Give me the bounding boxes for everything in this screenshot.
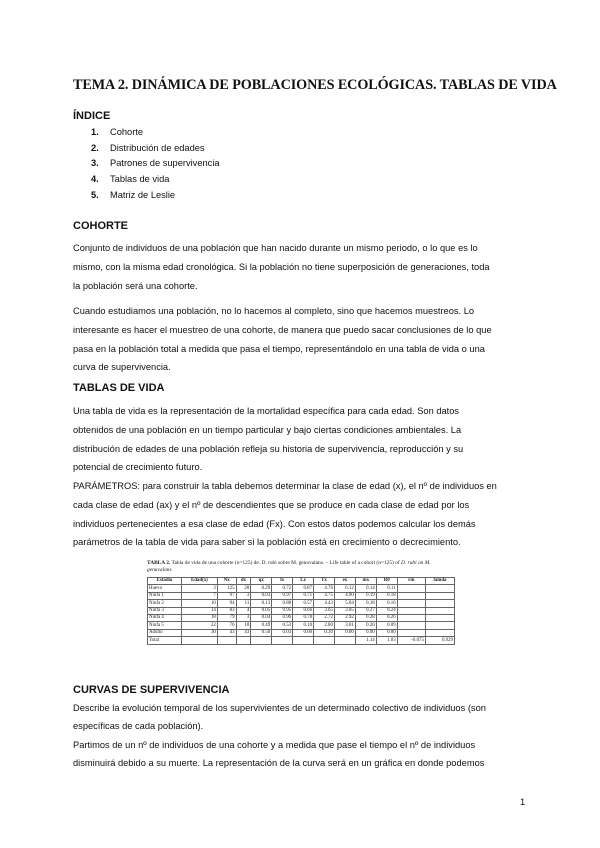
table-cell: 0.00 bbox=[293, 629, 314, 636]
toc-item: 3. Patrones de supervivencia bbox=[91, 158, 220, 169]
toc-item: 1. Cohorte bbox=[91, 127, 144, 137]
table-cell: Ninfa 2 bbox=[148, 600, 182, 607]
table-cell: 0.929 bbox=[425, 637, 454, 644]
table-cell bbox=[397, 622, 425, 629]
table-header-row bbox=[148, 578, 455, 585]
table-cell bbox=[397, 585, 425, 592]
indice-heading: ÍNDICE bbox=[73, 110, 111, 122]
table-cell bbox=[397, 607, 425, 614]
table-cell: 0.71 bbox=[293, 592, 314, 599]
table-cell: 0.13 bbox=[251, 600, 272, 607]
table-cell: 0.11 bbox=[376, 585, 397, 592]
table-row bbox=[148, 592, 455, 599]
table-row bbox=[148, 607, 455, 614]
table-header-cell: lx bbox=[272, 578, 293, 585]
toc-item: 5. Matriz de Leslie bbox=[91, 189, 176, 200]
table-row bbox=[148, 622, 455, 629]
page-title: TEMA 2. DINÁMICA DE POBLACIONES ECOLÓGICAS. TABLAS DE VIDA bbox=[73, 77, 557, 93]
table-caption: TABLA 2. Tabla de vida de una cohorte (n=125) de. D. rubi sobre M. genuvalans. – Life table of a cohort (n=125) of D. rubi on M. genuvalans bbox=[147, 560, 431, 573]
table-cell: Ninfa 1 bbox=[148, 592, 182, 599]
table-cell: 2.92 bbox=[334, 614, 355, 621]
toc-item: 2. Distribución de edades bbox=[91, 142, 205, 153]
cohorte-paragraph-1: Conjunto de individuos de una población que han nacido durante un mismo periodo, o lo que es lo mismo, con la misma edad cronológica. Si la población no tiene superposición de generaciones, toda la población será una cohorte. bbox=[73, 243, 490, 291]
table-cell: 28 bbox=[236, 585, 251, 592]
table-cell: 0.28 bbox=[355, 614, 376, 621]
table-header-cell: lamda bbox=[425, 578, 454, 585]
table-cell: 7 bbox=[181, 592, 217, 599]
table-cell: 0.50 bbox=[251, 629, 272, 636]
table-row bbox=[148, 600, 455, 607]
table-cell: 5.04 bbox=[334, 600, 355, 607]
table-cell: 0.05 bbox=[251, 607, 272, 614]
table-cell: 0.78 bbox=[293, 614, 314, 621]
table-cell: Ninfa 3 bbox=[148, 607, 182, 614]
table-cell bbox=[217, 637, 236, 644]
table-cell: 14 bbox=[181, 607, 217, 614]
table-cell: 11 bbox=[236, 600, 251, 607]
table-cell: 0.00 bbox=[355, 629, 376, 636]
table-cell bbox=[425, 600, 454, 607]
table-cell: 0.18 bbox=[355, 600, 376, 607]
table-cell bbox=[425, 629, 454, 636]
table-cell: 125 bbox=[217, 585, 236, 592]
table-cell: 0.66 bbox=[293, 607, 314, 614]
table-cell: 4 bbox=[236, 607, 251, 614]
table-cell: 1.03 bbox=[376, 637, 397, 644]
table-cell: 3.01 bbox=[334, 622, 355, 629]
table-cell: 3.05 bbox=[334, 607, 355, 614]
tablas-paragraph-2: PARÁMETROS: para construir la tabla debemos determinar la clase de edad (x), el nº de individuos en cada clase de edad (ax) y el nº de descendientes que se produce en cada clase de edad por los individuos pertenecientes a esa clase de edad (Fx). Con estos datos podemos calcular los demás parámetros de la tabla de vida para saber si la población está en crecimiento o decrecimiento. bbox=[73, 481, 497, 548]
table-cell: 0.09 bbox=[376, 622, 397, 629]
table-cell: 0.27 bbox=[355, 607, 376, 614]
cohorte-paragraph-2: Cuando estudiamos una población, no lo hacemos al completo, sino que hacemos muestreos. Lo interesante es hacer el muestreo de una cohorte, de manera que puedo sacar conclusiones de lo que pasa en la población total a medida que pasa el tiempo, representándolo en una tabla de vida o una curva de supervivencia. bbox=[73, 306, 492, 373]
curvas-paragraph: Describe la evolución temporal de los supervivientes de un determinado colectivo de individuos (son específicas de cada población). Partimos de un nº de individuos de una cohorte y a medida que pase el tiempo el nº de individuos disminuirá debido a su muerte. La representación de la curva será en un gráfica en donde podemos bbox=[73, 703, 486, 769]
table-cell: 0.03 bbox=[251, 592, 272, 599]
table-row bbox=[148, 637, 455, 644]
table-cell: 0.16 bbox=[376, 600, 397, 607]
cohorte-heading: COHORTE bbox=[73, 220, 128, 232]
table-header-cell: dx bbox=[236, 578, 251, 585]
table-cell: -0.075 bbox=[397, 637, 425, 644]
table-cell bbox=[397, 629, 425, 636]
table-cell bbox=[425, 607, 454, 614]
life-table bbox=[147, 577, 455, 645]
table-cell: Huevo bbox=[148, 585, 182, 592]
table-cell: 79 bbox=[217, 614, 236, 621]
table-cell: 0.00 bbox=[376, 629, 397, 636]
table-header-cell: mx bbox=[355, 578, 376, 585]
table-cell: 0.26 bbox=[376, 614, 397, 621]
table-cell: 94 bbox=[217, 600, 236, 607]
table-cell: Ninfa 4 bbox=[148, 614, 182, 621]
table-header-cell: rm bbox=[397, 578, 425, 585]
table-cell: 0.18 bbox=[376, 592, 397, 599]
table-cell: Total bbox=[148, 637, 182, 644]
table-header-cell: Edad(x) bbox=[181, 578, 217, 585]
table-cell: 0.53 bbox=[272, 622, 293, 629]
table-body bbox=[148, 585, 455, 644]
table-header-cell: ex bbox=[334, 578, 355, 585]
table-cell: 0.10 bbox=[293, 622, 314, 629]
table-cell bbox=[272, 637, 293, 644]
table-cell: 0.97 bbox=[272, 592, 293, 599]
table-header-cell: Estadío bbox=[148, 578, 182, 585]
curvas-heading: CURVAS DE SUPERVIVENCIA bbox=[73, 684, 230, 696]
table-cell: 83 bbox=[217, 607, 236, 614]
table-cell: 0.96 bbox=[272, 614, 293, 621]
table-cell bbox=[425, 614, 454, 621]
table-header-cell: R0 bbox=[376, 578, 397, 585]
life-table-figure bbox=[147, 560, 455, 645]
table-cell: 0.88 bbox=[272, 600, 293, 607]
table-cell: 0.87 bbox=[293, 585, 314, 592]
table-cell: 0.20 bbox=[355, 622, 376, 629]
table-cell: 10 bbox=[181, 600, 217, 607]
table-cell: 0.03 bbox=[272, 629, 293, 636]
table-cell: 1.14 bbox=[355, 637, 376, 644]
table-cell: 43 bbox=[236, 629, 251, 636]
table-cell bbox=[397, 592, 425, 599]
page-number: 1 bbox=[520, 797, 526, 807]
table-cell: 0.24 bbox=[376, 607, 397, 614]
table-cell: Ninfa 5 bbox=[148, 622, 182, 629]
table-cell: 4.76 bbox=[314, 585, 335, 592]
table-cell: 0.04 bbox=[251, 614, 272, 621]
table-cell bbox=[334, 637, 355, 644]
table-cell: 22 bbox=[181, 622, 217, 629]
table-cell: 30 bbox=[181, 629, 217, 636]
table-cell bbox=[425, 622, 454, 629]
table-cell: 0.49 bbox=[251, 622, 272, 629]
tablas-heading: TABLAS DE VIDA bbox=[73, 382, 165, 394]
table-cell: 0.19 bbox=[355, 592, 376, 599]
table-cell: 97 bbox=[217, 592, 236, 599]
table-cell: 0.30 bbox=[314, 629, 335, 636]
table-header-cell: Lx bbox=[293, 578, 314, 585]
table-cell: 3 bbox=[236, 614, 251, 621]
table-cell: 2.72 bbox=[314, 614, 335, 621]
table-row bbox=[148, 614, 455, 621]
table-cell bbox=[425, 592, 454, 599]
table-cell: 2.80 bbox=[314, 622, 335, 629]
table-cell: 0.29 bbox=[251, 585, 272, 592]
table-cell bbox=[251, 637, 272, 644]
table-cell bbox=[314, 637, 335, 644]
table-cell: 4.90 bbox=[334, 592, 355, 599]
table-cell: 4.43 bbox=[314, 600, 335, 607]
table-cell bbox=[236, 637, 251, 644]
table-cell: 0.14 bbox=[355, 585, 376, 592]
table-cell: 18 bbox=[236, 622, 251, 629]
table-cell bbox=[181, 637, 217, 644]
table-cell: 76 bbox=[217, 622, 236, 629]
table-cell bbox=[425, 585, 454, 592]
table-cell bbox=[397, 614, 425, 621]
toc-item: 4. Tablas de vida bbox=[91, 174, 170, 185]
table-cell: 3.65 bbox=[314, 607, 335, 614]
table-cell bbox=[397, 600, 425, 607]
tablas-paragraph-1: Una tabla de vida es la representación de la mortalidad específica para cada edad. Son datos obtenidos de una población en un tiempo particular y bajo ciertas condiciones ambientales. La distribución de edades de una población refleja su historia de supervivencia, reproducción y su potencial de crecimiento futuro. bbox=[73, 406, 464, 473]
table-row bbox=[148, 629, 455, 636]
table-row bbox=[148, 585, 455, 592]
table-cell: 3 bbox=[236, 592, 251, 599]
table-cell: 0.95 bbox=[272, 607, 293, 614]
table-header-cell: qx bbox=[251, 578, 272, 585]
table-cell: 6.12 bbox=[334, 585, 355, 592]
table-of-contents bbox=[91, 125, 220, 203]
table-cell: Adulto bbox=[148, 629, 182, 636]
table-cell: 0.57 bbox=[293, 600, 314, 607]
table-header-cell: Nx bbox=[217, 578, 236, 585]
table-cell: 4.75 bbox=[314, 592, 335, 599]
table-header-cell: Tx bbox=[314, 578, 335, 585]
table-cell bbox=[293, 637, 314, 644]
table-cell: 0.72 bbox=[272, 585, 293, 592]
table-cell: 0.00 bbox=[334, 629, 355, 636]
table-cell: 3 bbox=[181, 585, 217, 592]
table-cell: 43 bbox=[217, 629, 236, 636]
table-cell: 18 bbox=[181, 614, 217, 621]
